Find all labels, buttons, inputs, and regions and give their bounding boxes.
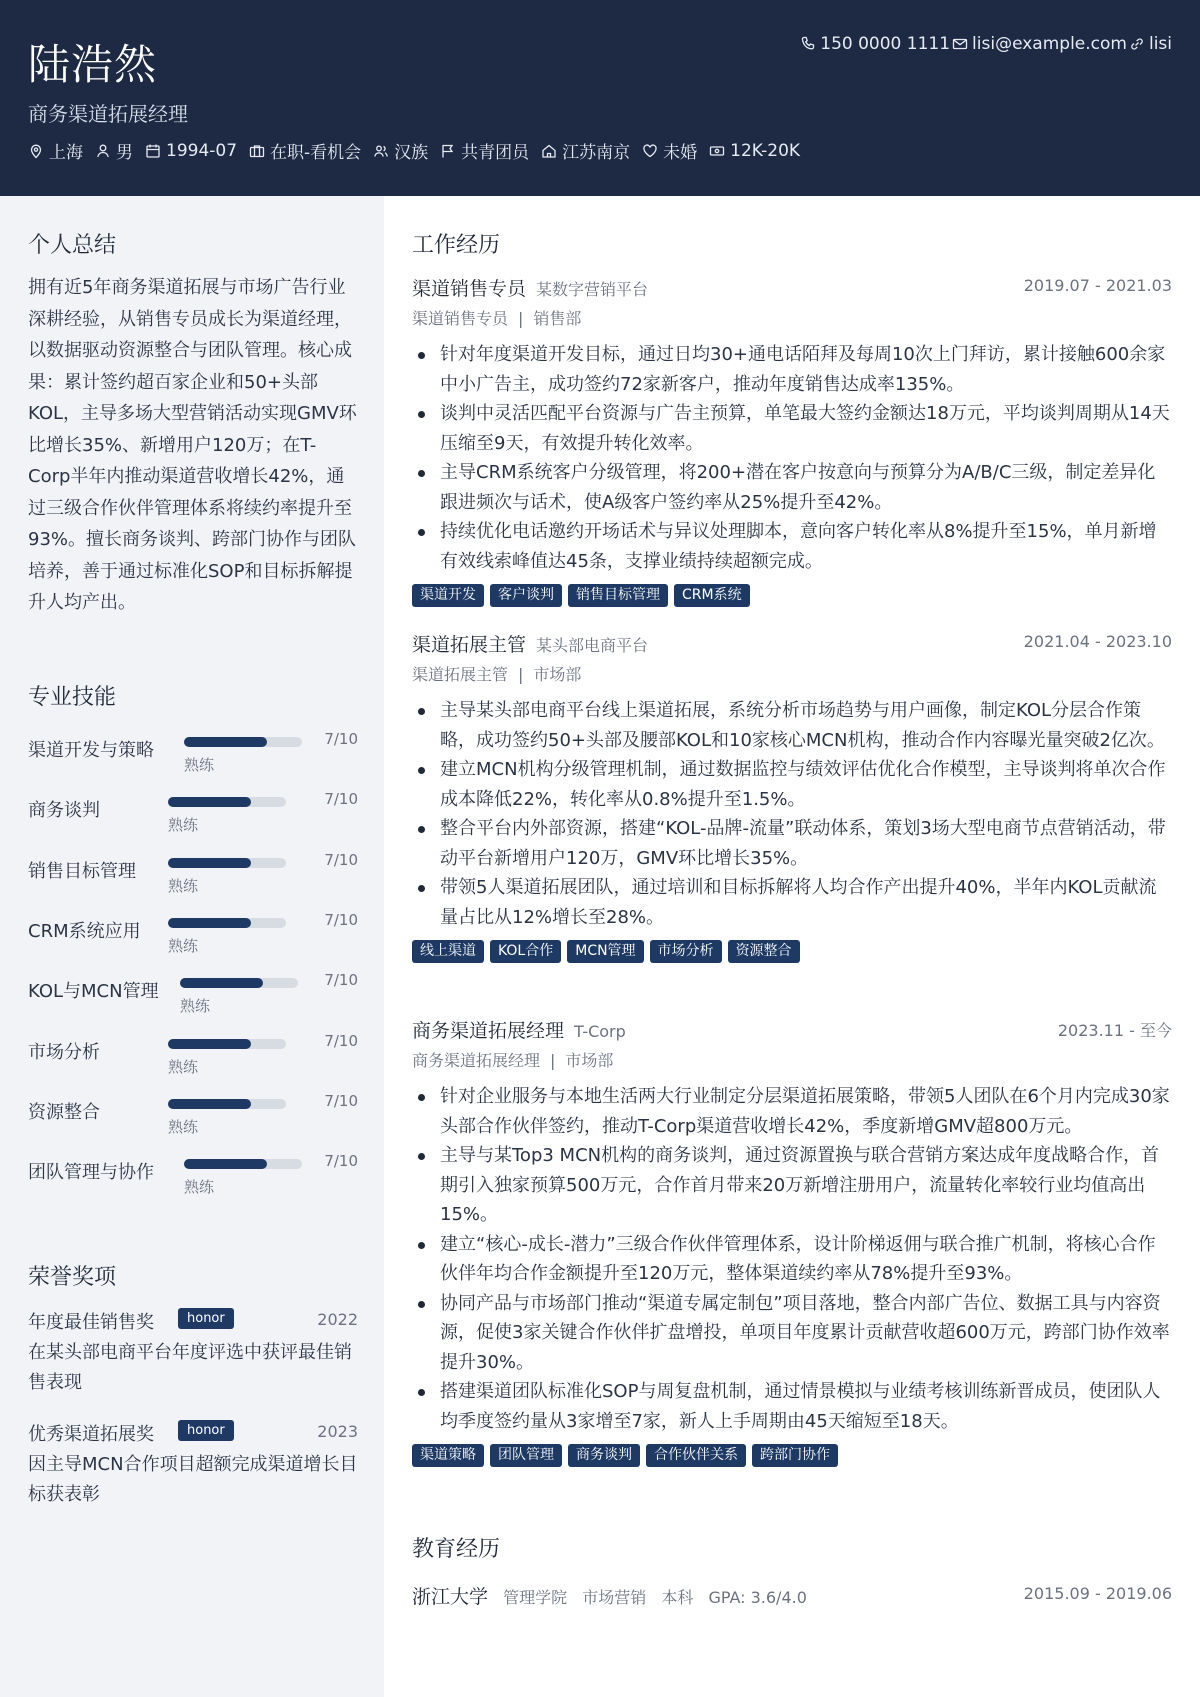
job-department: 市场部 [565,1051,614,1070]
mail-icon [952,36,968,52]
honor-badge: honor [178,1308,234,1329]
honor-description: 因主导MCN合作项目超额完成渠道增长目标获表彰 [28,1454,358,1505]
skill-tag: 销售目标管理 [568,584,668,607]
skill-tag: CRM系统 [674,584,750,607]
skills-heading: 专业技能 [28,685,117,710]
skill-item [28,786,358,846]
job-role: 渠道拓展主管 [412,634,527,656]
job-header [412,630,1172,660]
honor-description: 在某头部电商平台年度评选中获评最佳销售表现 [28,1342,352,1393]
separator: | [518,309,524,328]
meta-gender: 男 [95,138,133,163]
job-position: 渠道拓展主管 [412,665,509,684]
skill-progress-fill [168,918,251,928]
skill-progress-bar [168,858,286,868]
briefcase-icon [249,143,265,159]
job-position: 渠道销售专员 [412,309,509,328]
skill-name: CRM系统应用 [28,920,141,942]
skill-name: KOL与MCN管理 [28,981,159,1003]
link-icon [1129,36,1145,52]
job-bullet: 主导与某Top3 MCN机构的商务谈判，通过资源置换与联合营销方案达成年度战略合作，首期引入独家预算500万元，合作首月带来20万新增注册用户，流量转化率较行业均值高出15%。 [412,1141,1172,1230]
heart-icon [642,143,658,159]
skill-level: 熟练 [180,997,211,1016]
separator: | [518,665,524,684]
job-header [412,274,1172,304]
skill-score: 7/10 [324,730,358,748]
skill-name: 团队管理与协作 [28,1162,154,1184]
job-tags [412,584,1172,607]
phone-number: 150 0000 1111 [820,34,951,54]
skill-tag: 客户谈判 [490,584,562,607]
skill-tag: 商务谈判 [568,1444,640,1467]
meta-birth: 1994-07 [145,141,237,161]
email-contact[interactable] [952,34,1127,54]
phone-contact[interactable] [800,34,950,54]
skill-item [28,847,358,907]
job-header [412,1016,1172,1046]
skill-name: 市场分析 [28,1041,100,1063]
skill-name: 资源整合 [28,1101,100,1123]
job-bullet: 整合平台内外部资源，搭建“KOL-品牌-流量”联动体系，策划3场大型电商节点营销活动，带动平台新增用户120万，GMV环比增长35%。 [412,814,1172,873]
job-company: T-Corp [574,1022,626,1041]
skill-progress-fill [180,978,263,988]
skill-progress-bar [184,737,302,747]
job-company: 某数字营销平台 [536,280,649,299]
skill-name: 商务谈判 [28,800,100,822]
skill-score: 7/10 [324,1091,358,1110]
skill-level: 熟练 [168,1117,199,1136]
skill-level: 熟练 [168,876,199,895]
job-role: 渠道销售专员 [412,278,527,300]
job-bullet: 谈判中灵活匹配平台资源与广告主预算，单笔最大签约金额达18万元，平均谈判周期从14天压缩至9天，有效提升转化效率。 [412,399,1172,458]
skill-tag: 渠道策略 [412,1444,484,1467]
skill-score: 7/10 [324,971,358,990]
job-tags [412,940,1172,963]
candidate-name: 陆浩然 [28,40,158,89]
honor-item [28,1418,358,1510]
skill-score: 7/10 [324,850,358,869]
degree: 本科 [661,1588,694,1607]
job-tags [412,1444,1172,1467]
college-name: 管理学院 [503,1588,568,1607]
skill-tag: 资源整合 [728,940,800,963]
education-heading: 教育经历 [412,1537,501,1562]
job-bullet: 带领5人渠道拓展团队，通过培训和目标拆解将人均合作产出提升40%，半年内KOL贡献流量占比从12%增长至28%。 [412,873,1172,932]
email-address: lisi@example.com [972,34,1127,54]
personal-meta [28,138,812,163]
meta-status: 在职-看机会 [249,138,361,163]
skill-item [28,1148,358,1208]
calendar-icon [145,143,161,159]
honor-item [28,1306,358,1398]
separator: | [550,1051,556,1070]
job-department: 市场部 [533,665,582,684]
candidate-title: 商务渠道拓展经理 [28,102,188,126]
skill-item [28,967,358,1027]
money-icon [709,143,725,159]
summary-heading: 个人总结 [28,233,117,258]
education-entry [412,1582,1172,1612]
flag-icon [440,143,456,159]
job-subtitle [412,304,1172,336]
skill-tag: 市场分析 [650,940,722,963]
job-bullet: 针对年度渠道开发目标，通过日均30+通电话陌拜及每周10次上门拜访，累计接触600余家中小广告主，成功签约72家新客户，推动年度销售达成率135%。 [412,340,1172,399]
skill-item [28,1088,358,1148]
phone-icon [800,36,816,52]
summary-text: 拥有近5年商务渠道拓展与市场广告行业深耕经验，从销售专员成长为渠道经理，以数据驱动资源整合与团队管理。核心成果：累计签约超百家企业和50+头部KOL，主导多场大型营销活动实现GMV环比增长35%、新增用户120万；在T-Corp半年内推动渠道营收增长42%，通过三级合作伙伴管理体系将续约率提升至93%。擅长商务谈判、跨部门协作与团队培养，善于通过标准化SOP和目标拆解提升人均产出。 [28,277,357,613]
skill-tag: KOL合作 [490,940,561,963]
skill-tag: 渠道开发 [412,584,484,607]
job-entry [412,1016,1172,1467]
person-icon [95,143,111,159]
meta-political: 共青团员 [440,138,529,163]
contact-info [800,34,1172,54]
honor-name: 优秀渠道拓展奖 [28,1424,154,1445]
link-text: lisi [1148,34,1172,54]
skill-item [28,907,358,967]
skill-level: 熟练 [184,1178,215,1197]
skill-progress-fill [184,1159,267,1169]
skill-progress-fill [168,858,251,868]
home-icon [541,143,557,159]
job-bullet: 搭建渠道团队标准化SOP与周复盘机制，通过情景模拟与业绩考核训练新晋成员，使团队人均季度签约量从3家增至7家，新人上手周期由45天缩短至18天。 [412,1377,1172,1436]
work-heading: 工作经历 [412,233,501,258]
honor-badge: honor [178,1420,234,1441]
skill-level: 熟练 [184,756,215,774]
skill-progress-fill [168,1039,251,1049]
skill-progress-bar [180,978,298,988]
skill-progress-bar [168,1099,286,1109]
honor-year: 2023 [317,1422,358,1441]
job-date: 2021.04 - 2023.10 [1023,632,1172,651]
skill-score: 7/10 [324,1031,358,1050]
skill-progress-bar [168,918,286,928]
job-bullet: 针对企业服务与本地生活两大行业制定分层渠道拓展策略，带领5人团队在6个月内完成30家头部合作伙伴签约，推动T-Corp渠道营收增长42%，季度新增GMV超800万元。 [412,1082,1172,1141]
job-position: 商务渠道拓展经理 [412,1051,541,1070]
skill-tag: MCN管理 [567,940,643,963]
skill-name: 渠道开发与策略 [28,740,154,761]
job-entry [412,274,1172,607]
job-bullets [412,340,1172,576]
job-bullet: 持续优化电话邀约开场话术与异议处理脚本，意向客户转化率从8%提升至15%，单月新增有效线索峰值达45条，支撑业绩持续超额完成。 [412,517,1172,576]
job-role: 商务渠道拓展经理 [412,1020,565,1042]
skill-score: 7/10 [324,790,358,809]
job-date: 2019.07 - 2021.03 [1023,276,1172,295]
honors-heading: 荣誉奖项 [28,1265,117,1290]
job-bullet: 主导某头部电商平台线上渠道拓展，系统分析市场趋势与用户画像，制定KOL分层合作策略，成功签约50+头部及腰部KOL和10家核心MCN机构，推动合作内容曝光量突破2亿次。 [412,696,1172,755]
skill-tag: 团队管理 [490,1444,562,1467]
skill-tag: 跨部门协作 [752,1444,838,1467]
job-bullet: 建立“核心-成长-潜力”三级合作伙伴管理体系，设计阶梯返佣与联合推广机制，将核心合作伙伴年均合作金额提升至120万元，整体渠道续约率从78%提升至93%。 [412,1230,1172,1289]
job-bullet: 主导CRM系统客户分级管理，将200+潜在客户按意向与预算分为A/B/C三级，制定差异化跟进频次与话术，使A级客户签约率从25%提升至42%。 [412,458,1172,517]
skill-progress-fill [168,1099,251,1109]
skill-level: 熟练 [168,1057,199,1076]
skill-progress-bar [184,1159,302,1169]
job-bullet: 协同产品与市场部门推动“渠道专属定制包”项目落地，整合内部广告位、数据工具与内容资源，促使3家关键合作伙伴扩盘增投，单项目年度累计贡献营收超600万元，跨部门协作效率提升30%。 [412,1289,1172,1378]
skill-progress-fill [184,737,267,747]
job-date: 2023.11 - 至今 [1057,1021,1172,1040]
job-company: 某头部电商平台 [536,636,649,655]
job-bullets [412,696,1172,932]
skill-level: 熟练 [168,816,199,835]
school-name: 浙江大学 [412,1586,489,1608]
job-bullets [412,1082,1172,1436]
skill-score: 7/10 [324,910,358,929]
resume-header [0,0,1200,196]
skill-level: 熟练 [168,936,199,955]
skill-item [28,1028,358,1088]
skill-tag: 合作伙伴关系 [646,1444,746,1467]
job-subtitle [412,1046,1172,1078]
location-pin-icon [28,143,44,159]
link-contact[interactable] [1129,34,1172,54]
skill-progress-fill [168,797,251,807]
meta-salary: 12K-20K [709,141,800,161]
skill-progress-bar [168,1039,286,1049]
meta-hometown: 江苏南京 [541,138,630,163]
group-icon [373,143,389,159]
skill-item [28,726,358,786]
meta-marital: 未婚 [642,138,697,163]
honor-year: 2022 [317,1310,358,1329]
skill-name: 销售目标管理 [28,860,136,882]
main-content [384,196,1200,1697]
meta-ethnicity: 汉族 [373,138,428,163]
meta-location: 上海 [28,138,83,163]
gpa: GPA: 3.6/4.0 [708,1588,807,1607]
major-name: 市场营销 [582,1588,647,1607]
job-department: 销售部 [533,309,582,328]
skill-tag: 线上渠道 [412,940,484,963]
sidebar [0,196,384,1697]
job-entry [412,630,1172,963]
job-subtitle [412,660,1172,692]
education-date: 2015.09 - 2019.06 [1023,1584,1172,1603]
job-bullet: 建立MCN机构分级管理机制，通过数据监控与绩效评估优化合作模型，主导谈判将单次合作成本降低22%，转化率从0.8%提升至1.5%。 [412,755,1172,814]
honor-name: 年度最佳销售奖 [28,1312,154,1333]
skill-score: 7/10 [324,1152,358,1171]
skill-progress-bar [168,797,286,807]
